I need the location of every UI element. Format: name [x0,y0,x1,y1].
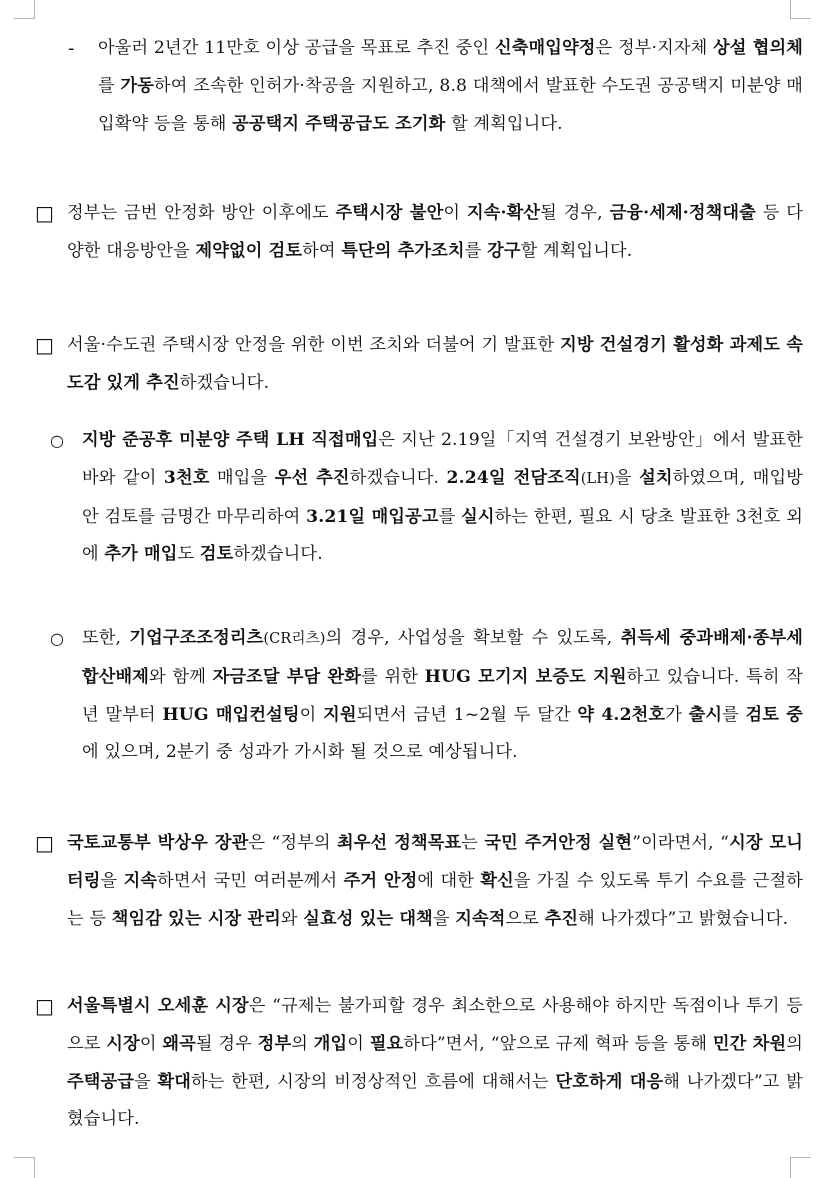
bold-text-run: 국토교통부 박상우 장관 [67,833,249,853]
bold-text-run: 신축매입약정 [495,38,596,58]
bold-text-run: 최우선 정책목표 [337,833,462,853]
bold-text-run: 설치 [639,467,673,488]
circle-bullet-marker: ○ [50,629,65,648]
text-run: 와 [280,908,304,929]
text-run: 을 [432,908,456,929]
bold-text-run: 추가 매입 [104,544,178,565]
text-run: 를 [464,240,488,261]
paragraph-supply-plan [68,30,803,143]
text-run: 으로 [505,908,545,929]
bold-text-run: HUG 모기지 보증도 지원 [424,666,627,687]
text-run: 를 [722,704,746,725]
bold-text-run: 지방 준공후 미분양 주택 LH 직접매입 [82,430,379,450]
bold-text-run: 주거 안정 [343,870,418,891]
bold-text-run: 추진 [544,908,579,929]
text-run: 하는 한편, 시장의 비정상적인 흐름에 대해서는 [191,1071,556,1092]
text-run: 이 [299,704,324,725]
crop-mark-bottom-right [790,1157,811,1178]
bold-text-run: 실시 [461,506,495,527]
paragraph-mayor-quote [35,988,804,1139]
text-run: 을 가질 수 있도록 투기 수요를 근절하는 등 [67,870,803,929]
bold-text-run: 확대 [157,1071,192,1092]
text-run: 할 계획입니다. [520,240,633,261]
text-run: 하는 한편, 필요 시 당초 발표한 3천호 외에 [82,506,803,565]
paragraph-body [82,430,803,564]
bold-text-run: 실효성 있는 대책 [303,908,433,929]
text-run: 를 [98,75,121,96]
text-run: 해 나가겠다”고 밝혔습니다. [67,1071,804,1130]
bold-text-run: 공공택지 주택공급도 조기화 [232,113,446,134]
text-run: 은 “정부의 [248,833,338,853]
bold-text-run: 강구 [487,240,521,261]
paragraph-body [82,628,803,762]
bold-text-run: 출시 [688,704,723,725]
bold-text-run: 정부 [257,1033,292,1054]
text-run: 하겠습니다. [349,467,447,488]
bold-text-run: 왜곡 [162,1033,196,1054]
text-run: 하였으며, 매입방안 검토를 금명간 마무리하여 [82,467,803,527]
paragraph-regional-construction [35,327,804,403]
text-run: 와 함께 [149,666,213,687]
text-run: 될 경우, [540,203,610,223]
box-bullet-marker: □ [35,994,55,1018]
bold-text-run: 개입 [313,1033,348,1054]
text-run: 의 [291,1033,314,1054]
bold-text-run: 검토 중 [745,704,803,725]
box-bullet-marker: □ [35,201,55,225]
text-run: 도 [177,544,200,565]
text-run: (LH) [580,470,615,487]
text-run: 가 [665,704,689,725]
text-run: 또한, [82,628,130,648]
bold-text-run: 기업구조조정리츠 [129,628,264,648]
box-bullet-marker: □ [35,831,55,855]
bold-text-run: 지속 [123,870,158,891]
bold-text-run: 필요 [369,1033,404,1054]
text-run: 하여 [302,240,342,261]
bold-text-run: 국민 주거안정 실현 [484,833,633,853]
bold-text-run: 서울특별시 오세훈 시장 [67,996,249,1016]
bold-text-run: 자금조달 부담 완화 [212,666,362,687]
paragraph-body [98,38,803,134]
text-run: 이 [347,1033,370,1054]
bold-text-run: 우선 추진 [274,467,350,488]
bold-text-run: 상설 협의체 [713,38,803,58]
text-run: 하여 조속한 인허가·착공을 지원하고, 8.8 대책에서 발표한 수도권 공공택지 미분양 매입확약 등을 통해 [98,75,803,134]
bold-text-run: 가동 [120,75,154,96]
text-run: 에 있으며, 2분기 중 성과가 가시화 될 것으로 예상됩니다. [82,742,518,763]
bold-text-run: 지방 건설경기 활성화 과제도 속도감 있게 추진 [67,335,804,393]
text-run: 하면서 국민 여러분께서 [157,870,344,891]
text-run: 의 경우, 사업성을 확보할 수 있도록, [325,628,621,648]
bold-text-run: 확신 [480,870,514,891]
text-run: 을 [134,1071,158,1092]
paragraph-lh-purchase [50,422,803,574]
paragraph-body [67,833,803,929]
text-run: 하다”면서, “앞으로 규제 혁파 등을 통해 [403,1033,713,1054]
text-run: 하겠습니다. [233,544,323,565]
text-run: (CR리츠) [263,631,326,647]
crop-mark-bottom-left [14,1157,35,1178]
bold-text-run: 책임감 있는 시장 관리 [111,908,281,929]
text-run: 이 [139,1033,163,1054]
crop-mark-top-right [790,0,811,19]
bold-text-run: 단호하게 대응 [555,1071,664,1092]
paragraph-minister-quote [35,825,803,938]
dash-bullet-marker: - [68,38,75,59]
circle-bullet-marker: ○ [50,431,65,450]
bold-text-run: 지속적 [455,908,506,929]
text-run: ”이라면서, “ [632,833,730,853]
text-run: 를 위한 [361,666,425,687]
text-run: 매입을 [209,467,275,488]
text-run: 를 [438,506,462,527]
text-run: 되면서 금년 1~2월 두 달간 [356,704,578,725]
paragraph-body [67,335,803,393]
text-run: 을 [614,467,640,488]
text-run: 은 정부·지자체 [595,38,714,58]
text-run: 은 지난 2.19일「지역 건설경기 보완방안」에서 발표한 바와 같이 [82,430,803,488]
bold-text-run: 시장 모니터링 [67,833,803,891]
bold-text-run: 검토 [199,544,234,565]
bold-text-run: 지원 [323,704,357,725]
bold-text-run: 약 4.2천호 [577,704,666,725]
bold-text-run: 주택공급 [67,1071,135,1092]
bold-text-run: 민간 차원 [712,1033,787,1054]
text-run: 을 [100,870,124,891]
text-run: 서울·수도권 주택시장 안정을 위한 이번 조치와 더불어 기 발표한 [67,335,561,355]
bold-text-run: 금융·세제·정책대출 [609,203,756,223]
paragraph-body [67,996,803,1129]
bold-text-run: 3천호 [163,467,210,488]
text-run: 의 [786,1033,803,1054]
text-run: 에 대한 [417,870,481,891]
paragraph-additional-measures [35,195,803,271]
text-run: 하겠습니다. [179,372,270,393]
bold-text-run: 취득세 중과배제·종부세 합산배제 [82,628,803,687]
text-run: 될 경우 [195,1033,258,1054]
bold-text-run: 3.21일 매입공고 [306,506,439,527]
text-run: 등 다양한 대응방안을 [67,203,803,261]
bold-text-run: 제약없이 검토 [195,240,303,261]
text-run: 아울러 2년간 11만호 이상 공급을 목표로 추진 중인 [98,38,495,58]
bold-text-run: 시장 [106,1033,140,1054]
text-run: 정부는 금번 안정화 방안 이후에도 [67,203,336,223]
paragraph-body [67,203,803,261]
bold-text-run: 주택시장 불안 [335,203,444,223]
text-run: 하고 있습니다. 특히 작년 말부터 [82,666,803,725]
bold-text-run: HUG 매입컨설팅 [162,704,300,725]
bold-text-run: 2.24일 전담조직 [446,467,581,488]
text-run: 은 “규제는 불가피할 경우 최소한으로 사용해야 하지만 독점이나 투기 등으로 [67,996,803,1054]
paragraph-cr-reits [50,620,803,772]
bold-text-run: 특단의 추가조치 [341,240,465,261]
text-run: 할 계획입니다. [445,113,563,134]
text-run: 는 [461,833,485,853]
crop-mark-top-left [14,0,35,19]
bold-text-run: 지속·확산 [466,203,541,223]
text-run: 이 [443,203,467,223]
text-run: 해 나가겠다”고 밝혔습니다. [578,908,789,929]
box-bullet-marker: □ [35,333,55,357]
